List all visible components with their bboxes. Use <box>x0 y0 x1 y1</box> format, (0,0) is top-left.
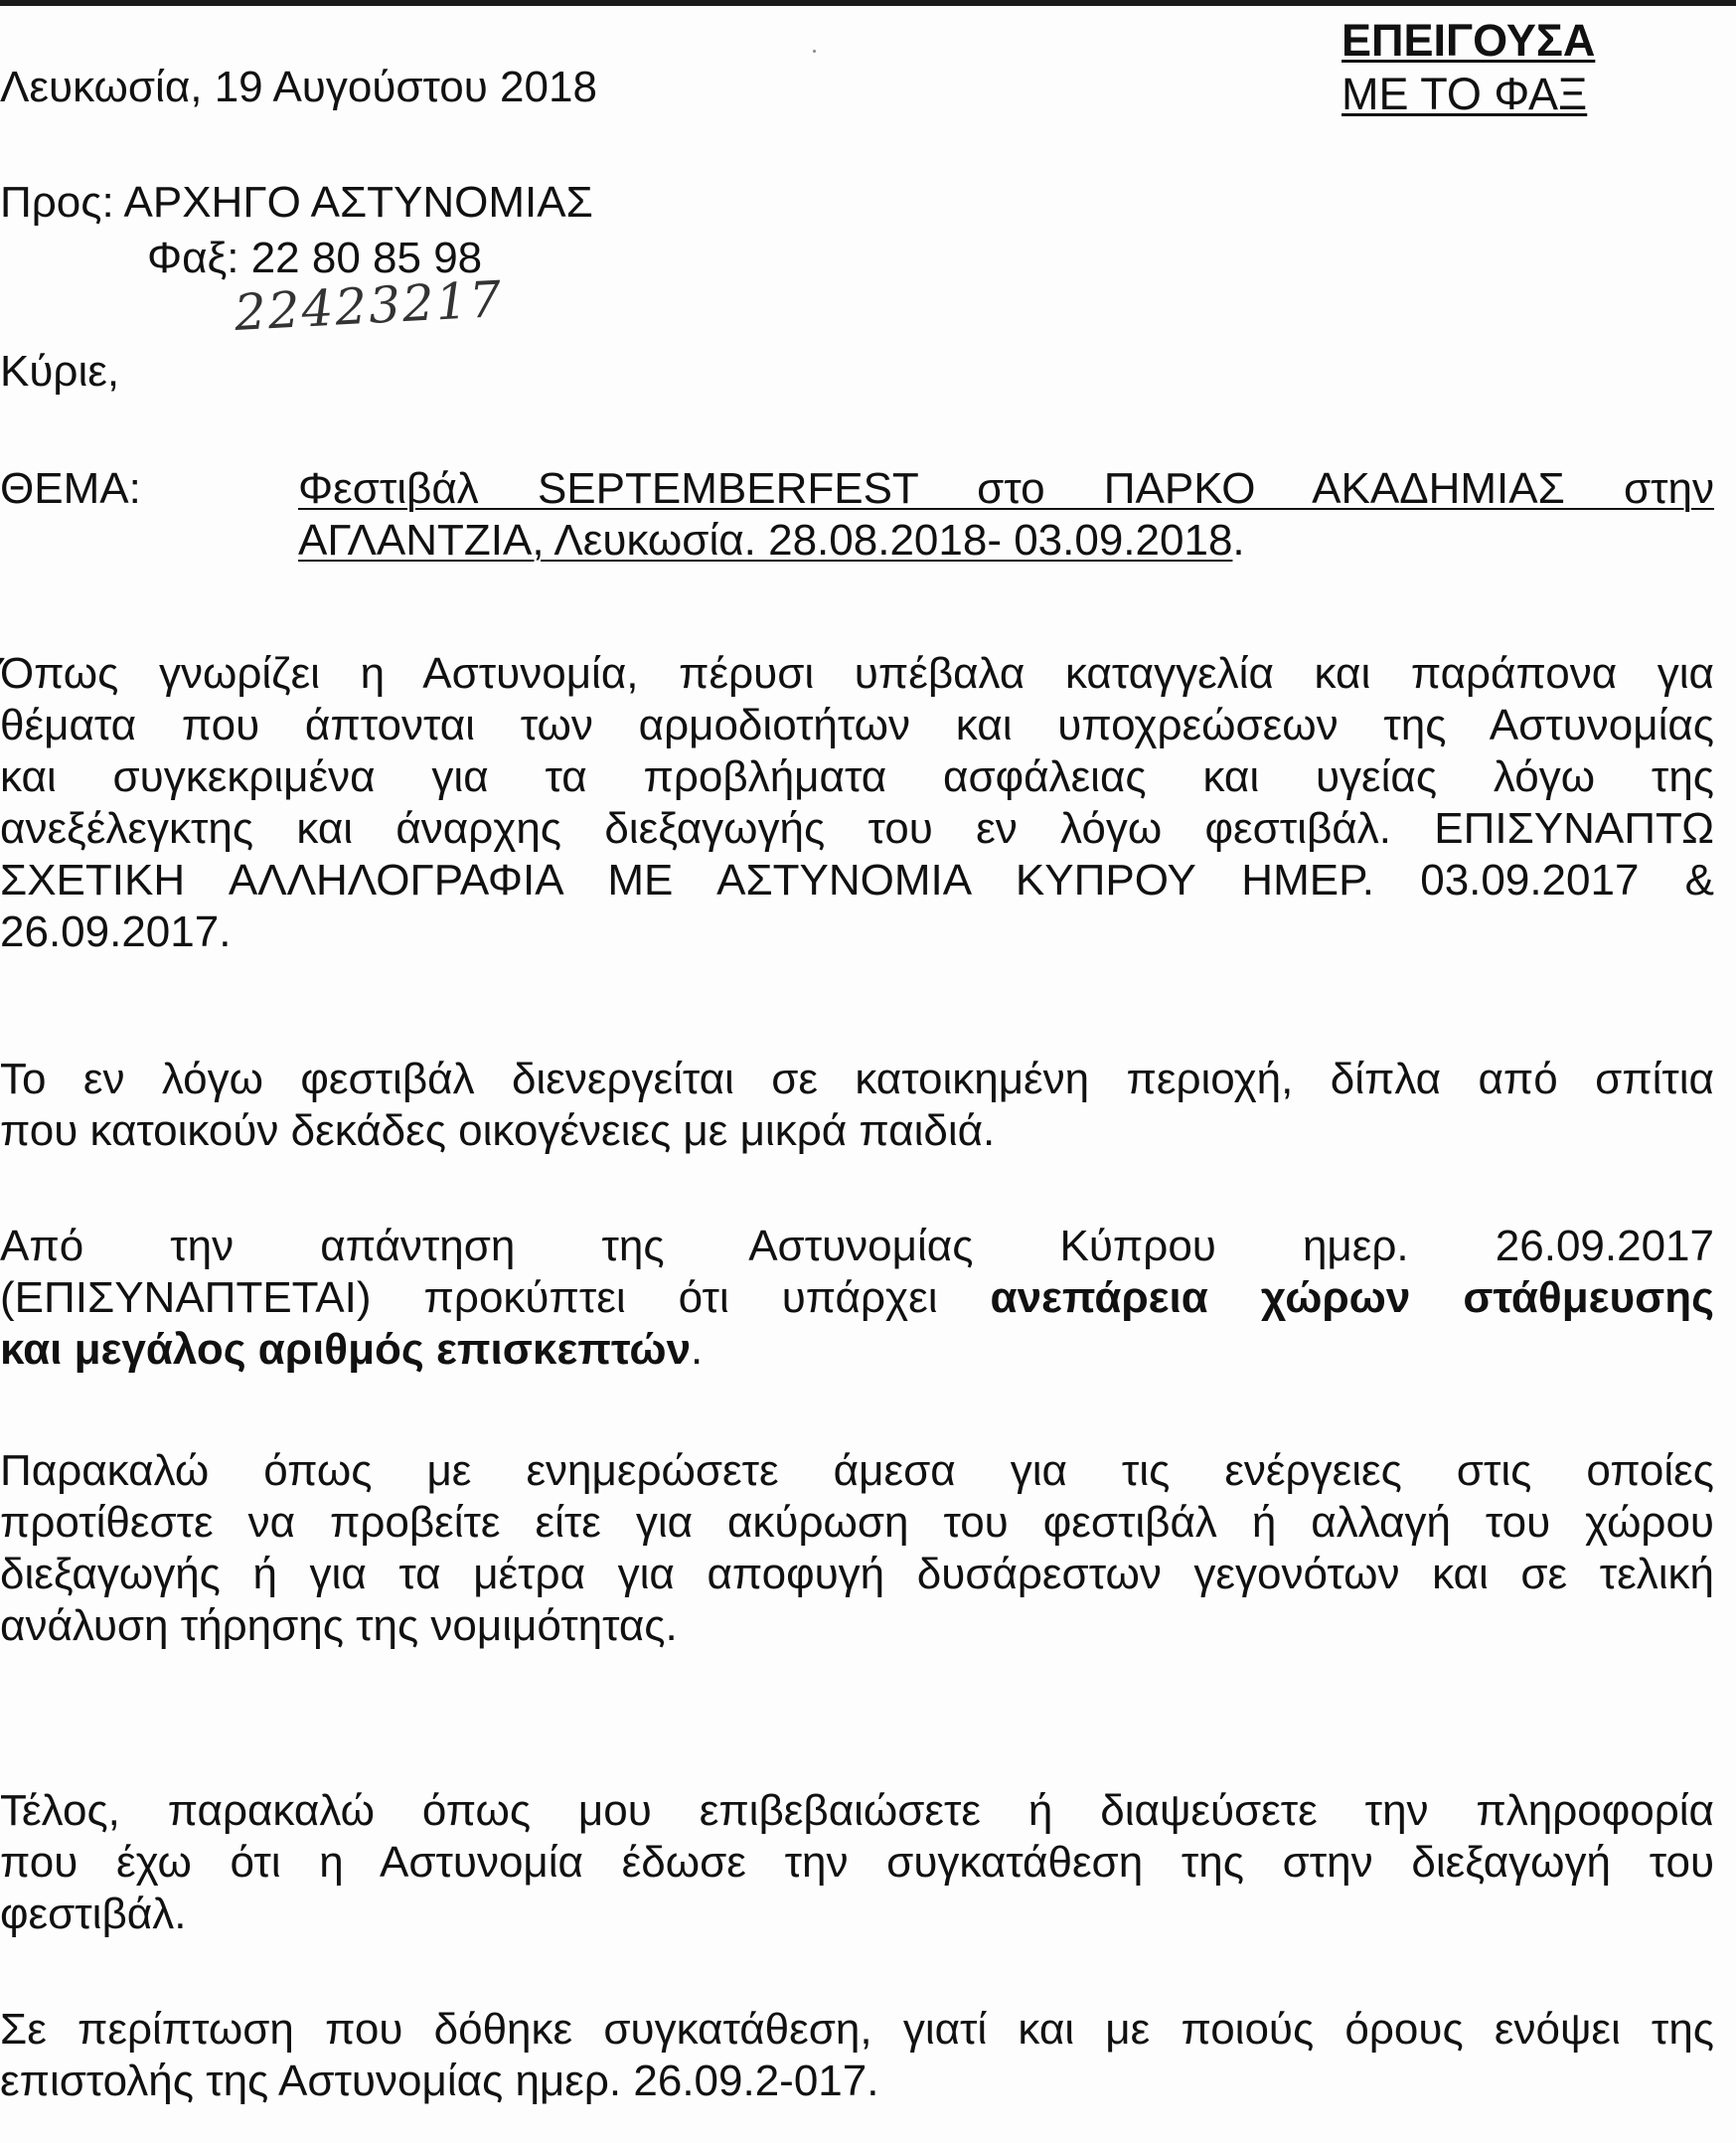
paragraph-line: θέματα που άπτονται των αρμοδιοτήτων και υποχρεώσεων της Αστυνομίας <box>0 701 1714 749</box>
paragraph-line: Παρακαλώ όπως με ενημερώσετε άμεσα για τις ενέργειες στις οποίες <box>0 1446 1714 1495</box>
paragraph-line-plain: (ΕΠΙΣΥΝΑΠΤΕΤΑΙ) προκύπτει ότι υπάρχει <box>0 1273 991 1322</box>
to-label: Προς: <box>0 178 114 227</box>
paragraph-consent-conditions <box>0 2004 1714 2107</box>
paragraph-line: 26.09.2017. <box>0 907 232 956</box>
paragraph-line: Όπως γνωρίζει η Αστυνομία, πέρυσι υπέβαλα καταγγελία και παράπονα για <box>0 649 1714 698</box>
paragraph-confirm-consent <box>0 1785 1714 1940</box>
paragraph-line: και συγκεκριμένα για τα προβλήματα ασφάλειας και υγείας λόγω της <box>0 752 1714 801</box>
urgent-label: ΕΠΕΙΓΟΥΣΑ <box>1341 15 1596 66</box>
paragraph-line: Το εν λόγω φεστιβάλ διενεργείται σε κατοικημένη περιοχή, δίπλα από σπίτια <box>0 1055 1714 1103</box>
paragraph-line: Από την απάντηση της Αστυνομίας Κύπρου ημερ. 26.09.2017 <box>0 1222 1714 1270</box>
paragraph-request-actions <box>0 1445 1714 1652</box>
paragraph-line: προτίθεστε να προβείτε είτε για ακύρωση του φεστιβάλ ή αλλαγή του χώρου <box>0 1498 1714 1547</box>
scan-top-border <box>0 0 1736 6</box>
scan-speck <box>813 50 816 53</box>
subject-line-2: ΑΓΛΑΝΤΖΙΑ, Λευκωσία. 28.08.2018- 03.09.2018 <box>298 516 1233 565</box>
paragraph-police-reply <box>0 1221 1714 1376</box>
paragraph-line: επιστολής της Αστυνομίας ημερ. 26.09.2-017. <box>0 2057 879 2105</box>
fax-label: Φαξ: <box>147 234 239 282</box>
paragraph-residential-area <box>0 1054 1714 1157</box>
paragraph-line: που έχω ότι η Αστυνομία έδωσε την συγκατάθεση της στην διεξαγωγή του <box>0 1838 1714 1887</box>
subject-line-2-wrap <box>298 516 1245 565</box>
paragraph-line <box>0 1272 1714 1324</box>
handwritten-fax-number: 22423217 <box>233 269 505 342</box>
subject-label: ΘΕΜΑ: <box>0 464 141 513</box>
paragraph-complaint-history <box>0 648 1714 958</box>
paragraph-line: Τέλος, παρακαλώ όπως μου επιβεβαιώσετε ή διαψεύσετε την πληροφορία <box>0 1786 1714 1835</box>
paragraph-line: Σε περίπτωση που δόθηκε συγκατάθεση, γιατί και με ποιούς όρους ενόψει της <box>0 2005 1714 2054</box>
fax-number: 22 80 85 98 <box>250 234 483 282</box>
subject-line-2-end: . <box>1232 516 1245 565</box>
subject-line-1: Φεστιβάλ SEPTEMBERFEST στο ΠΑΡΚΟ ΑΚΑΔΗΜΙΑΣ στην <box>298 464 1714 513</box>
paragraph-line: διεξαγωγής ή για τα μέτρα για αποφυγή δυσάρεστων γεγονότων και σε τελική <box>0 1550 1714 1598</box>
subject-text <box>298 463 1714 567</box>
paragraph-line-end: . <box>691 1325 704 1374</box>
urgent-fax-notice <box>1341 14 1625 121</box>
recipient-name: ΑΡΧΗΓΟ ΑΣΤΥΝΟΜΙΑΣ <box>123 178 593 227</box>
paragraph-line: ΣΧΕΤΙΚΗ ΑΛΛΗΛΟΓΡΑΦΙΑ ΜΕ ΑΣΤΥΝΟΜΙΑ ΚΥΠΡΟΥ ΗΜΕΡ. 03.09.2017 & <box>0 856 1714 905</box>
paragraph-line: ανεξέλεγκτης και άναρχης διεξαγωγής του εν λόγω φεστιβάλ. ΕΠΙΣΥΝΑΠΤΩ <box>0 804 1714 853</box>
via-fax-label: ΜΕ ΤΟ ΦΑΞ <box>1341 69 1588 119</box>
date-place: Λευκωσία, 19 Αυγούστου 2018 <box>0 63 597 111</box>
paragraph-line: ανάλυση τήρησης της νομιμότητας. <box>0 1601 678 1650</box>
salutation: Κύριε, <box>0 347 120 396</box>
paragraph-line: φεστιβάλ. <box>0 1890 187 1938</box>
paragraph-line <box>0 1324 1714 1376</box>
visitor-count-emphasis: και μεγάλος αριθμός επισκεπτών <box>0 1325 692 1374</box>
paragraph-line: που κατοικούν δεκάδες οικογένειες με μικρά παιδιά. <box>0 1106 996 1155</box>
recipient-line <box>0 177 593 229</box>
parking-shortage-emphasis: ανεπάρεια χώρων στάθμευσης <box>990 1273 1714 1322</box>
